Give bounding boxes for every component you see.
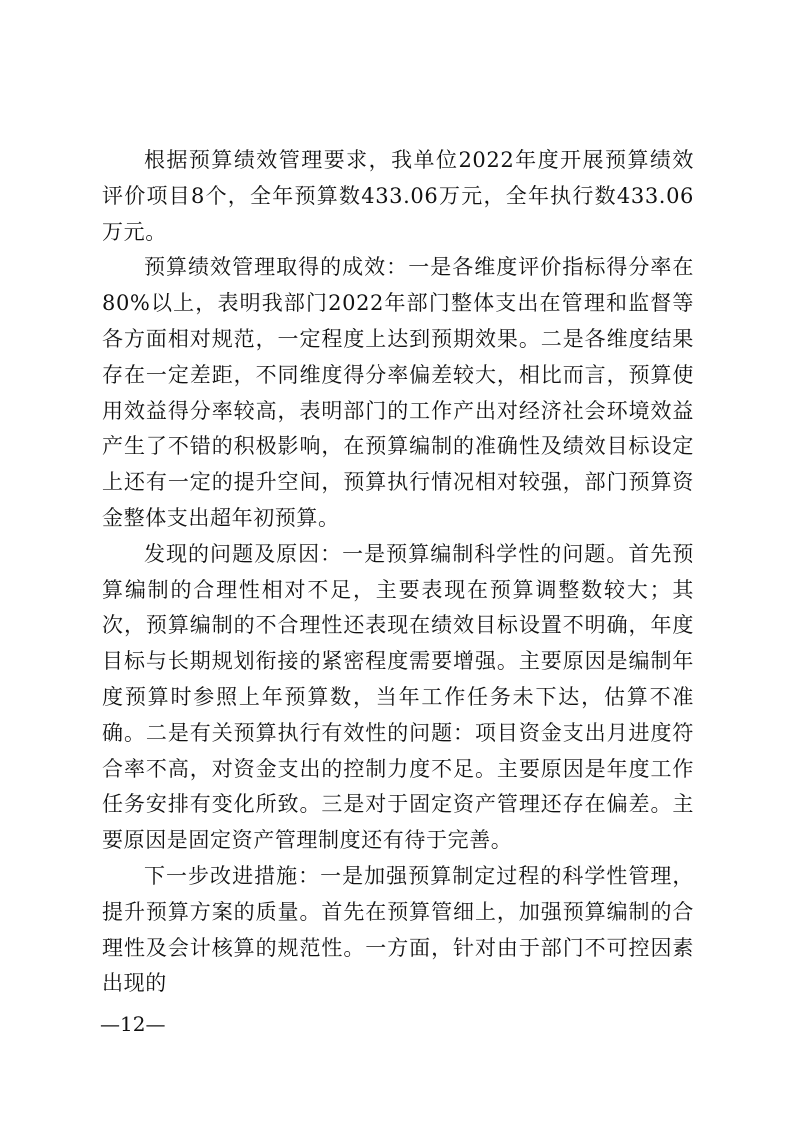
paragraph-improvement-measures: 下一步改进措施：一是加强预算制定过程的科学性管理，提升预算方案的质量。首先在预算管细上，加强预算编制的合理性及会计核算的规范性。一方面，针对由于部门不可控因素出现的 [102, 863, 694, 996]
body-text [102, 143, 694, 1002]
page-number: —12— [100, 1012, 166, 1036]
paragraph-problems-causes: 发现的问题及原因：一是预算编制科学性的问题。首先预算编制的合理性相对不足，主要表现在预算调整数较大；其次，预算编制的不合理性还表现在绩效目标设置不明确，年度目标与长期规划衔接的紧密程度需要增强。主要原因是编制年度预算时参照上年预算数，当年工作任务未下达，估算不准确。二是有关预算执行有效性的问题：项目资金支出月进度符合率不高，对资金支出的控制力度不足。主要原因是年度工作任务安排有变化所致。三是对于固定资产管理还存在偏差。主要原因是固定资产管理制度还有待于完善。 [102, 541, 694, 853]
paragraph-budget-overview: 根据预算绩效管理要求，我单位2022年度开展预算绩效评价项目8个，全年预算数433.06万元，全年执行数433.06万元。 [102, 148, 694, 244]
paragraph-achievements: 预算绩效管理取得的成效：一是各维度评价指标得分率在80%以上，表明我部门2022年部门整体支出在管理和监督等各方面相对规范，一定程度上达到预期效果。二是各维度结果存在一定差距，不同维度得分率偏差较大，相比而言，预算使用效益得分率较高，表明部门的工作产出对经济社会环境效益产生了不错的积极影响，在预算编制的准确性及绩效目标设定上还有一定的提升空间，预算执行情况相对较强，部门预算资金整体支出超年初预算。 [102, 255, 694, 530]
